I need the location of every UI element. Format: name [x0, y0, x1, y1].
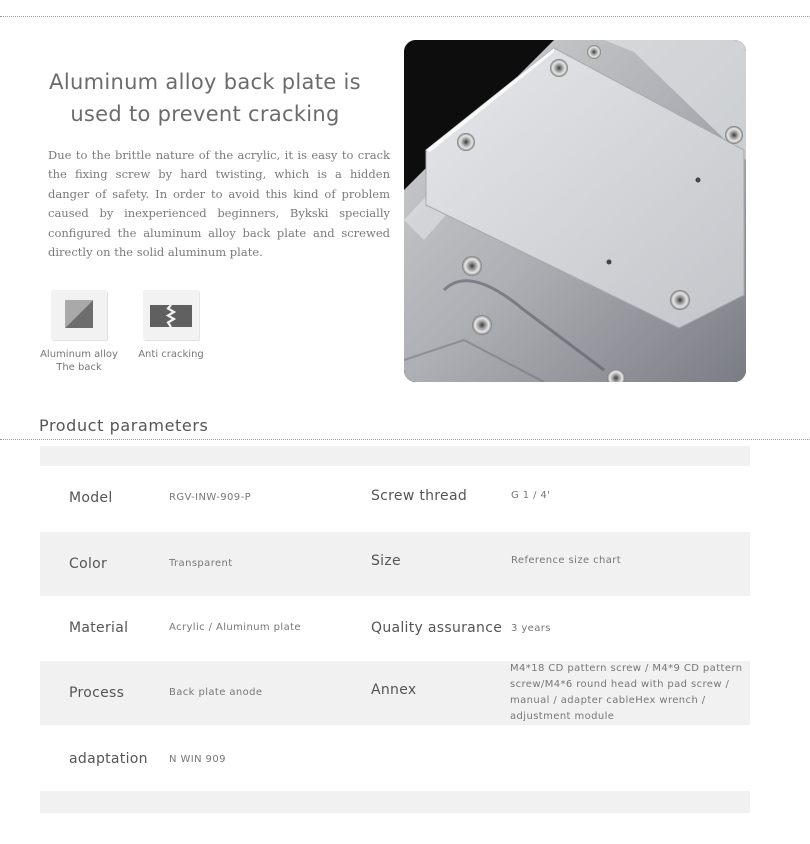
feature-label-aluminum-line1: Aluminum alloy	[40, 349, 118, 360]
param-key: Screw thread	[371, 488, 468, 504]
param-value: G 1 / 4'	[511, 490, 551, 501]
hero-title-line1: Aluminum alloy back plate is	[49, 70, 361, 94]
param-value-annex: M4*18 CD pattern screw / M4*9 CD pattern screw/M4*6 round head with pad screw / manual / adapter cableHex wrench / adjustment module	[510, 663, 743, 722]
table-row	[40, 466, 750, 530]
table-row	[40, 596, 750, 660]
param-value: N WIN 909	[169, 754, 226, 765]
param-value: 3 years	[511, 623, 551, 634]
param-key: Annex	[371, 682, 417, 698]
parameters-title: Product parameters	[39, 416, 209, 435]
param-value: Back plate anode	[169, 687, 263, 698]
top-divider	[0, 16, 810, 17]
table-spacer-bottom	[40, 791, 750, 813]
aluminum-alloy-icon	[51, 290, 107, 340]
table-spacer-top	[40, 446, 750, 466]
anti-cracking-icon	[143, 290, 199, 340]
param-key: Quality assurance	[371, 620, 503, 636]
table-row	[40, 661, 750, 725]
feature-label-anti-cracking: Anti cracking	[138, 349, 204, 360]
product-photo	[404, 40, 746, 382]
param-key: Size	[371, 553, 401, 569]
param-value: Transparent	[169, 558, 233, 569]
param-key: Material	[69, 620, 129, 636]
param-value: Acrylic / Aluminum plate	[169, 622, 301, 633]
param-key: Process	[69, 685, 125, 701]
feature-aluminum-alloy	[40, 290, 118, 374]
hero-title-line2: used to prevent cracking	[70, 102, 340, 126]
param-key: adaptation	[69, 751, 148, 767]
feature-anti-cracking	[138, 290, 204, 361]
hero-title	[40, 66, 370, 130]
param-key: Model	[69, 490, 113, 506]
hero-description: Due to the brittle nature of the acrylic, it is easy to crack the fixing screw by hard twisting, which is a hidden danger of safety. In order to avoid this kind of problem caused by inexperienced beginners, Bykski specially configured the aluminum alloy back plate and screwed directly on the solid aluminum plate.	[48, 148, 390, 260]
feature-label-aluminum-line2: The back	[56, 362, 102, 373]
param-value: RGV-INW-909-P	[169, 492, 252, 503]
table-row	[40, 727, 750, 791]
param-key: Color	[69, 556, 108, 572]
param-value: Reference size chart	[511, 555, 622, 566]
table-row	[40, 532, 750, 596]
parameters-divider	[0, 439, 810, 440]
